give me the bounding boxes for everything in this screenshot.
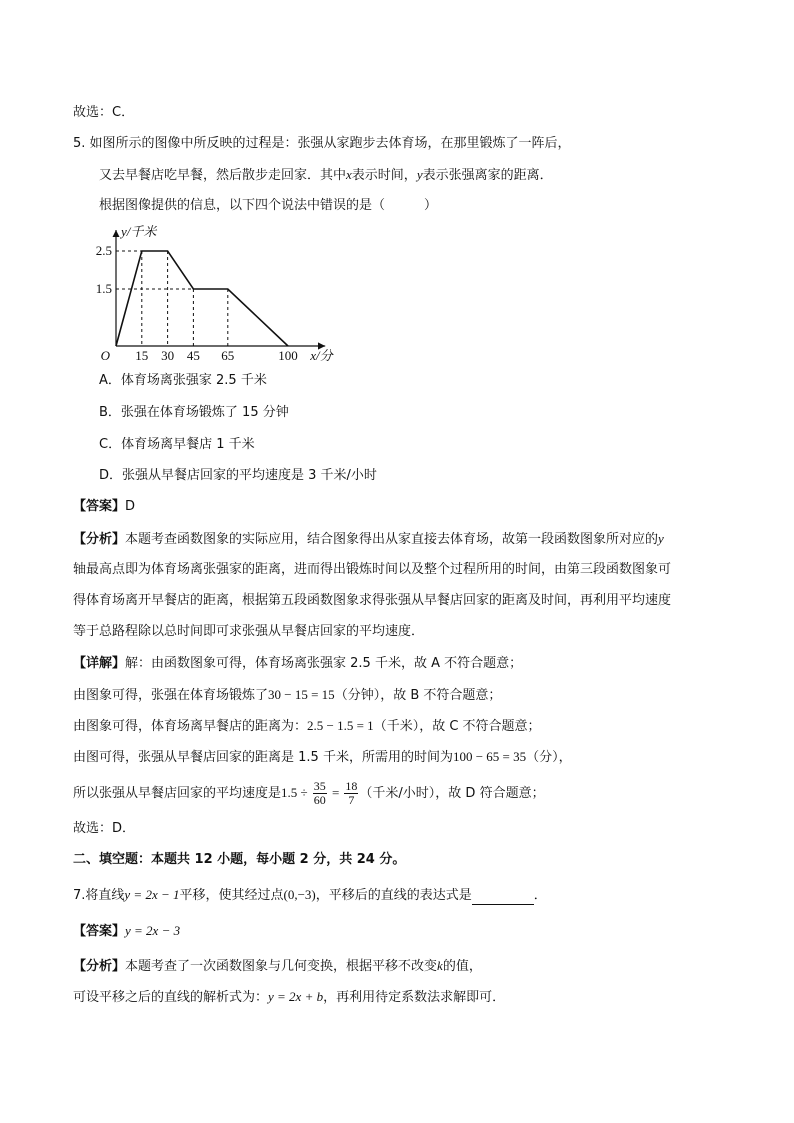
option-c: C．体育场离早餐店 1 千米 [99,437,255,452]
fraction-35-60: $\frac{35}{60}$ [313,779,326,807]
answer-blank [472,892,534,905]
fraction-18-7: $\frac{18}{7}$ [345,779,358,807]
x-tick-label-65: 65 [221,348,235,363]
analysis-line-3: 得体育场离开早餐店的距离，根据第五段函数图象求得张强从早餐店回家的距离及时间，再利用平均速度 [73,593,672,608]
option-d: D．张强从早餐店回家的平均速度是 3 千米/小时 [99,468,377,483]
section-2-title: 二、填空题：本题共 12 小题，每小题 2 分，共 24 分。 [73,852,406,867]
analysis-tag: 【分析】 [73,959,126,974]
option-a: A．体育场离张强家 2.5 千米 [99,373,267,388]
detail-line-3: 由图象可得，体育场离早餐店的距离为：2.5 − 1.5 = 1（千米），故 C 不符合题意； [73,718,541,734]
x-tick-label-45: 45 [186,348,200,363]
question-5-line-1 [73,135,571,153]
detail-line-4: 由图可得，张强从早餐店回家的距离是 1.5 千米，所需用的时间为100 − 65 = 35（分）， [73,749,572,765]
question-7-line: 7.将直线y = 2x − 1平移，使其经过点(0,−3)，平移后的直线的表达式是 ． [73,887,547,903]
y-tick-label-1.5: 1.5 [95,281,112,296]
detail-tag: 【详解】 [73,656,126,671]
x-tick-label-15: 15 [135,348,149,363]
answer-line [73,498,135,516]
question-7-analysis-line-2: 可设平移之后的直线的解析式为：y = 2x + b，再利用待定系数法求解即可． [73,989,506,1005]
x-tick-label-100: 100 [278,348,298,363]
question-5-line-3: 根据图像提供的信息，以下四个说法中错误的是（ ） [99,198,438,213]
previous-answer: 故选：C． [73,105,135,120]
analysis-tag: 【分析】 [73,532,126,547]
y-axis-label: y/千米 [121,224,157,239]
origin-label: O [100,348,110,363]
analysis-line-2: 轴最高点即为体育场离张强家的距离，进而得出锻炼时间以及整个过程所用的时间，由第三段函数图象可 [73,562,672,577]
answer-tag: 【答案】 [73,499,126,514]
analysis-line-1: 【分析】本题考查函数图象的实际应用，结合图象得出从家直接去体育场，故第一段函数图象所对应的y [73,531,664,547]
question-7-answer-line [73,922,180,941]
question-text: 如图所示的图像中所反映的过程是：张强从家跑步去体育场，在那里锻炼了一阵后， [89,136,571,151]
x-axis-label: x/分 [310,348,333,363]
answer-tag: 【答案】 [73,924,126,939]
detail-line-1: 【详解】解：由函数图象可得，体育场离张强家 2.5 千米，故 A 不符合题意； [73,656,523,671]
question-7-analysis-line-1: 【分析】本题考查了一次函数图象与几何变换，根据平移不改变k的值， [73,958,482,974]
analysis-line-4: 等于总路程除以总时间即可求张强从早餐店回家的平均速度． [73,624,425,639]
conclusion-line: 故选：D． [73,821,136,836]
answer-value: D [125,499,136,514]
question-5-line-2: 又去早餐店吃早餐，然后散步走回家．其中x表示时间，y表示张强离家的距离． [99,167,553,183]
x-tick-label-30: 30 [161,348,175,363]
question-number: 5. [73,136,86,151]
option-b: B．张强在体育场锻炼了 15 分钟 [99,405,289,420]
detail-line-5: 所以张强从早餐店回家的平均速度是1.5 ÷ $\frac{35}{60}$ = $\frac{18}{7}$ （千米/小时），故 D 符合题意； [73,779,545,807]
distance-time-chart [88,220,338,365]
detail-line-2: 由图象可得，张强在体育场锻炼了30 − 15 = 15（分钟），故 B 不符合题意； [73,687,502,703]
y-tick-label-2.5: 2.5 [95,243,112,258]
answer-value: y = 2x − 3 [125,923,181,938]
